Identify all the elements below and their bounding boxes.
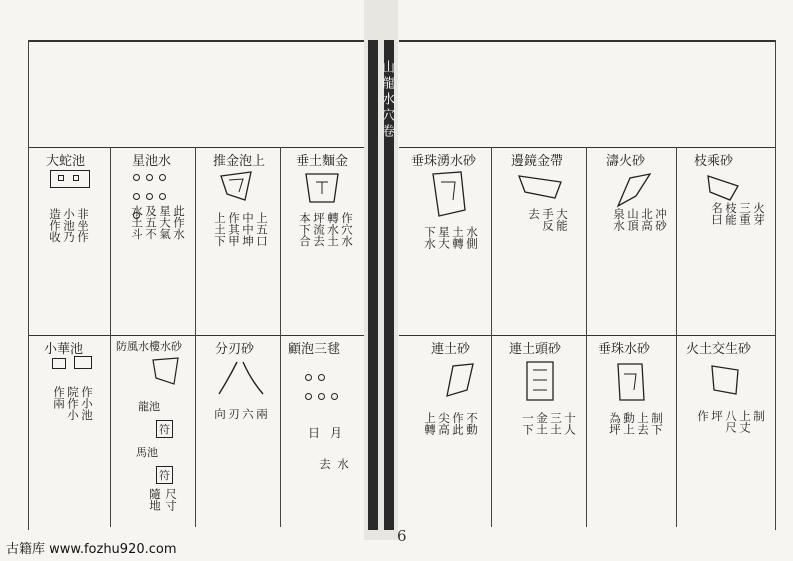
- column-rule: [280, 147, 281, 527]
- entry-three-bubble-ball: [282, 338, 364, 528]
- talisman-mark: 符: [156, 420, 173, 438]
- column-rule: [491, 147, 492, 527]
- entry-text: 造作收: [48, 208, 62, 243]
- entry-text: 土轉: [451, 226, 465, 249]
- entry-text: 十人: [563, 412, 577, 435]
- fire-diagram: [614, 170, 654, 210]
- entry-text: 去: [527, 208, 541, 220]
- middle-rule: [28, 335, 368, 336]
- entry-big-snake-pool: [30, 150, 110, 333]
- entry-text: 轉水土: [326, 212, 340, 247]
- entry-text: 兩: [255, 408, 269, 420]
- sand-diagram: [150, 356, 182, 386]
- entry-text: 中中坤: [241, 212, 255, 247]
- entry-text: 下水: [423, 226, 437, 249]
- header-rule: [399, 147, 775, 148]
- entry-text: 金土: [535, 412, 549, 435]
- entry-split-blade-sand: [197, 338, 280, 528]
- entry-title: 枝乘砂: [694, 154, 734, 169]
- top-border: [28, 40, 368, 42]
- entry-title: 小華池: [44, 342, 84, 357]
- entry-text: 作此: [451, 412, 465, 435]
- entry-title: 分刃砂: [215, 342, 255, 357]
- entry-title: 邊鏡金帶: [511, 154, 564, 169]
- column-rule: [676, 147, 677, 527]
- right-border: [775, 40, 776, 530]
- entry-text: 及五不: [144, 205, 158, 240]
- entry-text: 星大氣: [158, 205, 172, 240]
- entry-text: 月: [330, 426, 343, 440]
- entry-text: 泉水: [612, 208, 626, 231]
- top-border: [399, 40, 775, 42]
- entry-text: 冲砂: [654, 208, 668, 231]
- book-gutter: [364, 0, 398, 540]
- entry-text: 山頂: [626, 208, 640, 231]
- entry-text: 星大: [437, 226, 451, 249]
- entry-wind-water-sand: [112, 338, 195, 528]
- pearl-diagram: [429, 170, 469, 220]
- entry-branch-sand: [678, 150, 774, 333]
- left-border: [28, 40, 29, 530]
- entry-text: 隨地: [148, 488, 162, 511]
- entry-text: 制下: [650, 412, 664, 435]
- middle-rule: [399, 335, 775, 336]
- entry-hanging-pearl-sand: [588, 338, 676, 528]
- entry-text: 上去: [636, 412, 650, 435]
- blade-diagram: [215, 358, 267, 398]
- entry-star-pool: [112, 150, 195, 333]
- entry-text: 上轉: [423, 412, 437, 435]
- entry-title: 連土砂: [431, 342, 471, 357]
- entry-text: 枝能: [724, 202, 738, 225]
- entry-title: 顧泡三毬: [288, 342, 341, 357]
- entry-text: 作兩: [52, 386, 66, 409]
- site-watermark: 古籍库 www.fozhu920.com: [6, 542, 177, 557]
- entry-text: 作小池: [80, 386, 94, 421]
- entry-text: 龍池: [138, 400, 160, 413]
- entry-text: 不動: [465, 412, 479, 435]
- entry-text: 一下: [521, 412, 535, 435]
- header-rule: [28, 147, 368, 148]
- entry-text: 三重: [738, 202, 752, 225]
- entry-text: 作穴水: [340, 212, 354, 247]
- entry-text: 尺寸: [164, 488, 178, 511]
- entry-text: 三土: [549, 412, 563, 435]
- entry-title: 連土頭砂: [509, 342, 562, 357]
- talisman-mark: 符: [156, 466, 173, 484]
- entry-text: 名曰: [710, 202, 724, 225]
- entry-title: 垂土麵金: [296, 154, 349, 169]
- entry-hanging-earth: [282, 150, 364, 333]
- entry-push-gold-bubble: [197, 150, 280, 333]
- entry-text: 為坪: [608, 412, 622, 435]
- entry-fire-earth-sand: [678, 338, 774, 528]
- branch-diagram: [704, 172, 744, 202]
- entry-edge-mirror-belt: [493, 150, 586, 333]
- entry-text: 水側: [465, 226, 479, 249]
- entry-text: 六: [241, 408, 255, 420]
- entry-text: 動上: [622, 412, 636, 435]
- gutter-title: 山龍水穴卷: [379, 60, 394, 140]
- entry-text: 制: [752, 410, 766, 422]
- entry-text: 此作水: [172, 205, 186, 240]
- entry-text: 本下合: [298, 212, 312, 247]
- column-rule: [110, 147, 111, 527]
- entry-title: 垂珠湧水砂: [411, 154, 477, 169]
- entry-text: 水土斗: [130, 205, 144, 240]
- pool-diagram: [52, 358, 66, 369]
- entry-text: 水: [336, 458, 350, 470]
- entry-text: 院作小: [66, 386, 80, 421]
- entry-text: 手反: [541, 208, 555, 231]
- pool-diagram: [50, 170, 90, 188]
- entry-text: 上五口: [255, 212, 269, 247]
- earth-diagram: [302, 170, 342, 206]
- entry-text: 上土下: [213, 212, 227, 247]
- bubble-diagram: [217, 170, 257, 204]
- entry-title: 火土交生砂: [686, 342, 752, 357]
- entry-wave-fire-sand: [588, 150, 676, 333]
- entry-text: 作其甲: [227, 212, 241, 247]
- entry-text: 小池乃: [62, 208, 76, 243]
- entry-title: 大蛇池: [46, 154, 86, 169]
- entry-text: 北高: [640, 208, 654, 231]
- entry-small-flower-pool: [30, 338, 110, 528]
- column-rule: [195, 147, 196, 527]
- entry-text: 向: [213, 408, 227, 420]
- entry-title: 濤火砂: [606, 154, 646, 169]
- entry-text: 日: [308, 426, 321, 440]
- entry-text: 尖高: [437, 412, 451, 435]
- entry-text: 刃: [227, 408, 241, 420]
- pool-diagram: [74, 356, 92, 369]
- earth-sand-diagram: [441, 360, 477, 400]
- entry-title: 星池水: [132, 154, 172, 169]
- entry-title: 防風水樓水砂: [116, 340, 182, 353]
- belt-diagram: [515, 172, 565, 202]
- fire-earth-diagram: [708, 362, 742, 398]
- left-page: [0, 0, 381, 561]
- entry-text: 上丈: [738, 410, 752, 433]
- entry-text: 非坐作: [76, 208, 90, 243]
- head-diagram: [523, 358, 557, 404]
- bubble-dots-diagram: [302, 368, 358, 406]
- entry-text: 去: [318, 458, 332, 470]
- entry-text: 大能: [555, 208, 569, 231]
- entry-text: 坪流去: [312, 212, 326, 247]
- entry-hanging-pearl-water: [401, 150, 491, 333]
- entry-joined-earth-sand: [401, 338, 491, 528]
- right-page: [381, 0, 793, 561]
- pearl-sand-diagram: [614, 360, 648, 404]
- entry-text: 馬池: [136, 446, 158, 459]
- entry-text: 作: [696, 410, 710, 422]
- entry-title: 推金泡上: [213, 154, 266, 169]
- entry-text: 坪: [710, 410, 724, 422]
- entry-joined-earth-head: [493, 338, 586, 528]
- column-rule: [586, 147, 587, 527]
- entry-text: 火芽: [752, 202, 766, 225]
- entry-title: 垂珠水砂: [598, 342, 651, 357]
- page-number: 6: [397, 527, 407, 545]
- entry-text: 八尺: [724, 410, 738, 433]
